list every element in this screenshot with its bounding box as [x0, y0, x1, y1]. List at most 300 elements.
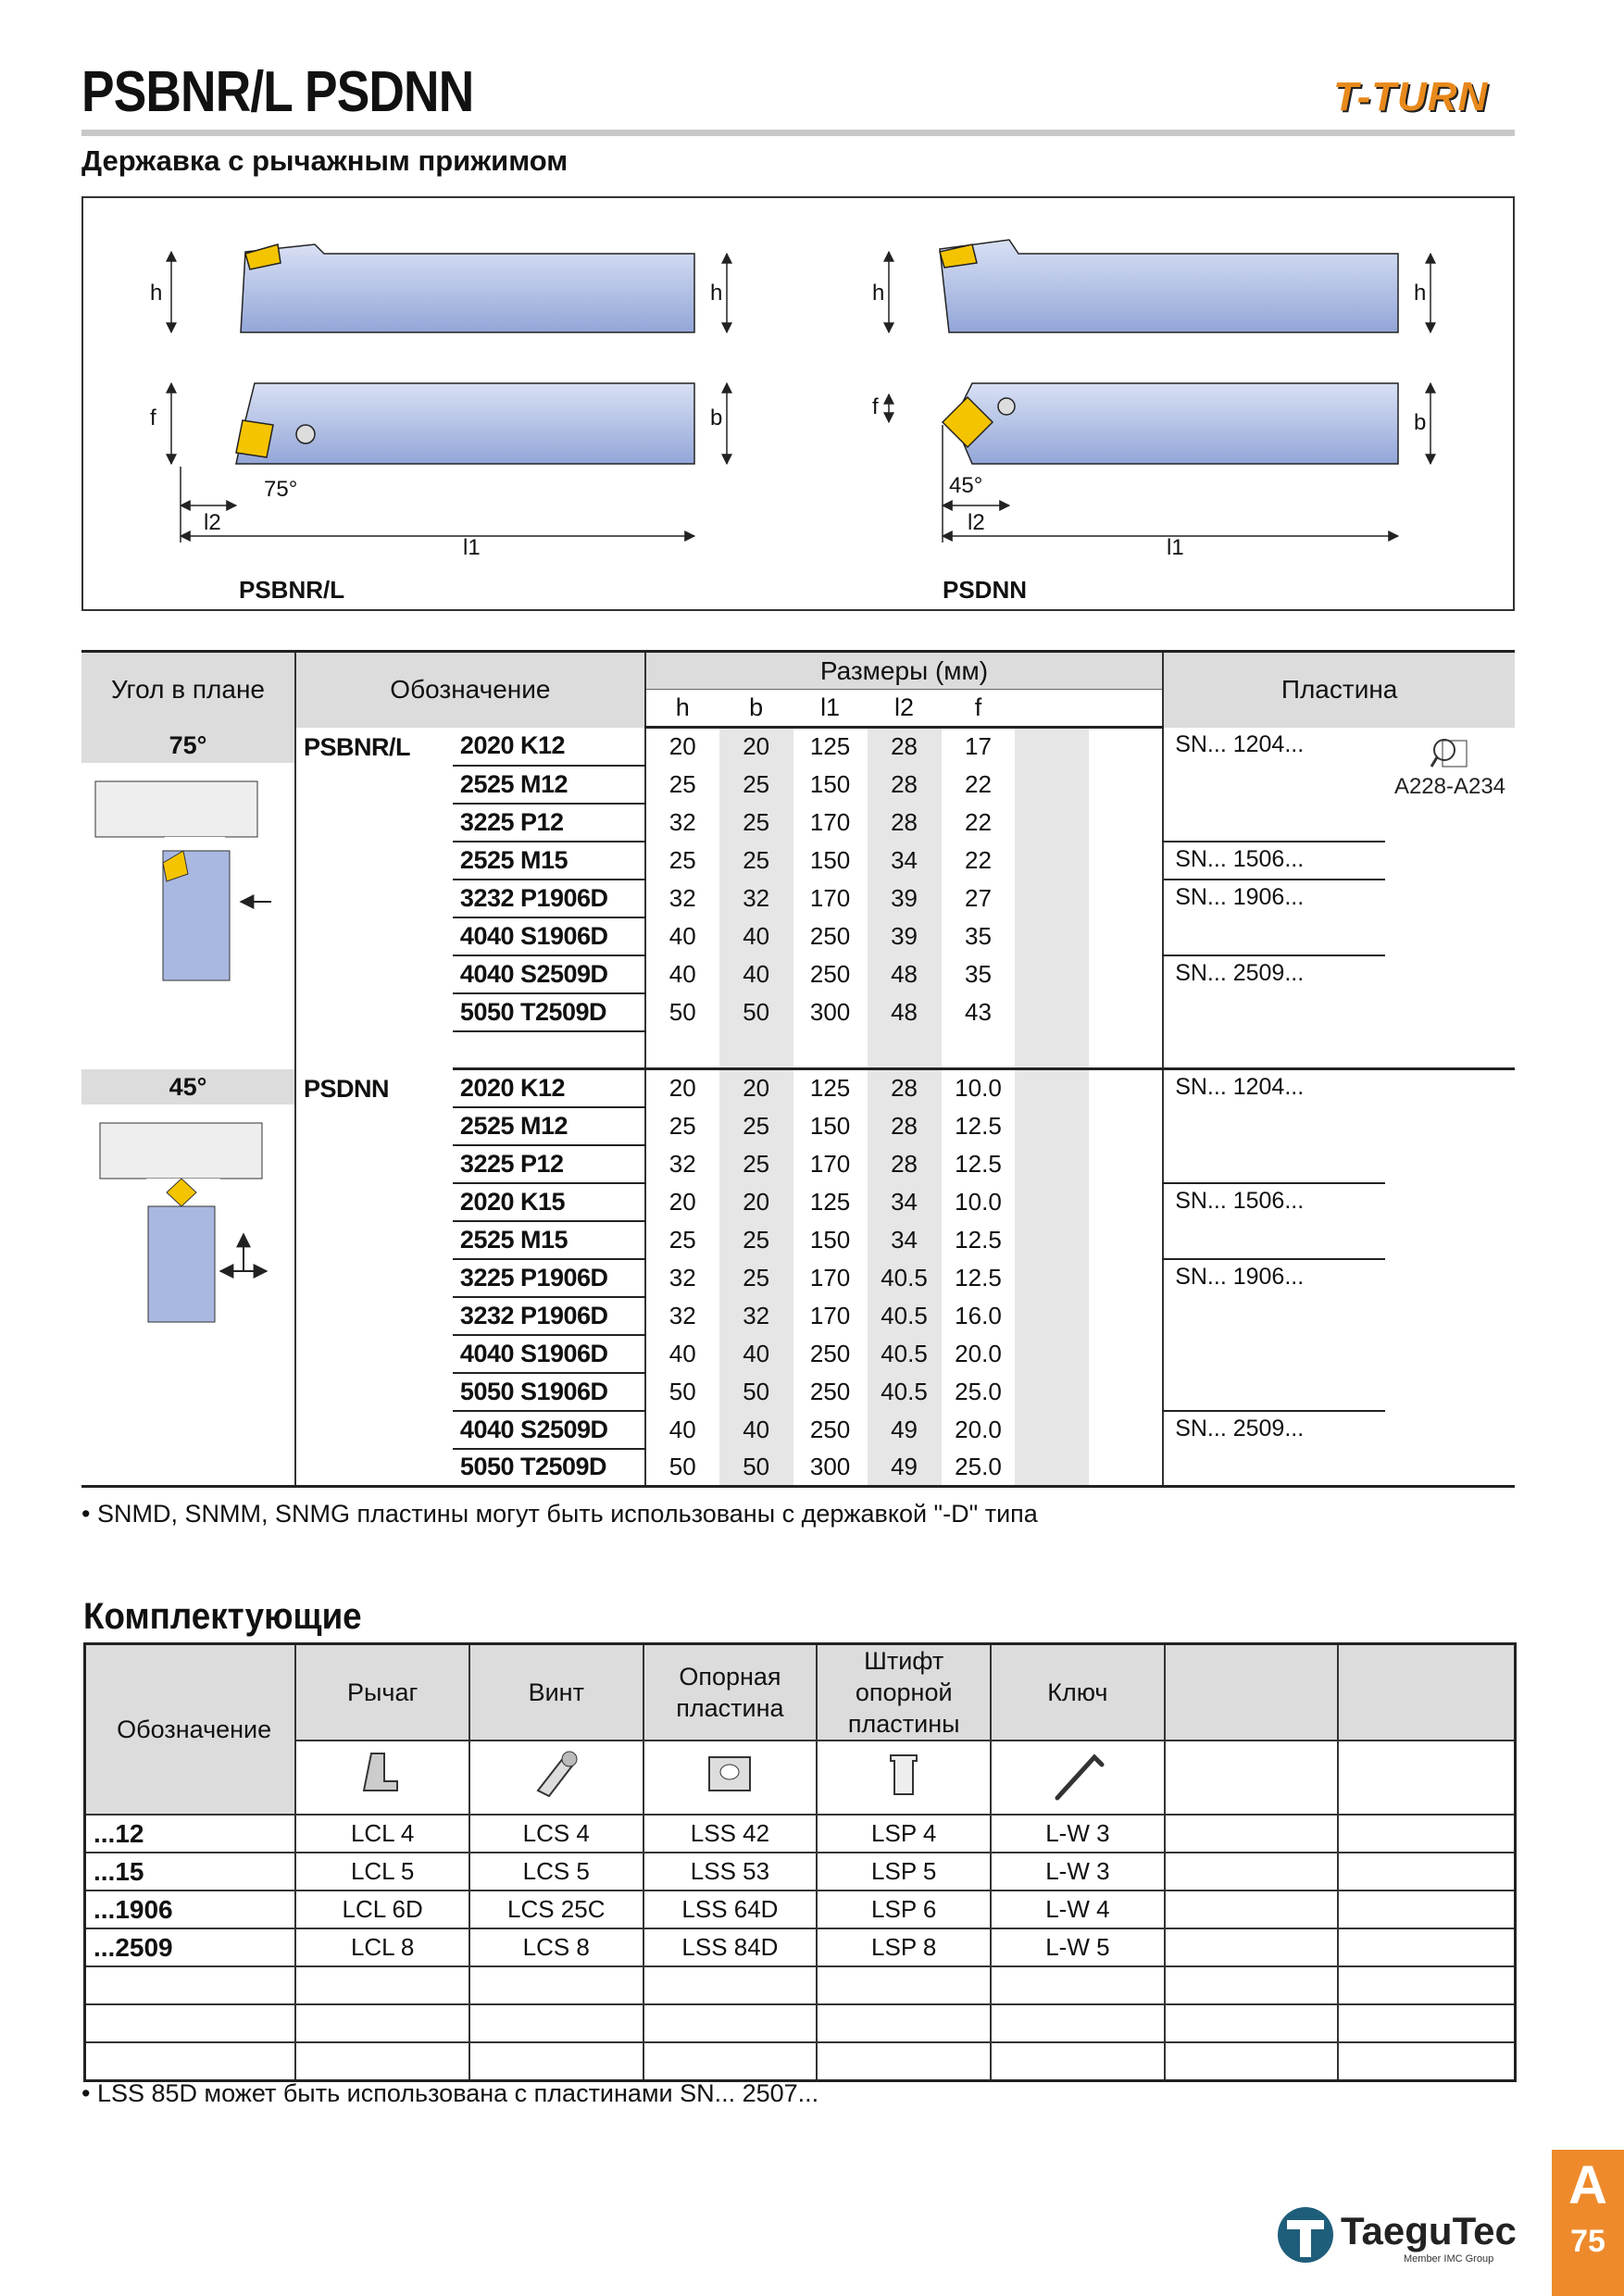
t-turn-logo: T-TURN: [1333, 74, 1489, 119]
dim-h-cell: 40: [668, 959, 696, 988]
acc-part-cell: LCL 5: [295, 1853, 469, 1890]
designation-cell: 4040 S1906D: [453, 1335, 645, 1373]
dim-l1-cell: 170: [809, 1149, 851, 1178]
acc-header-2: Винт: [469, 1644, 643, 1741]
blank-cell: [1089, 1259, 1163, 1297]
brand-sub: Member IMC Group: [1404, 2253, 1494, 2265]
dim-l2-cell: 34: [868, 1221, 942, 1259]
dim-l1-cell: 150: [809, 1111, 851, 1140]
acc-row: [85, 1815, 1516, 1853]
designation-cell: 5050 T2509D: [453, 993, 645, 1031]
dim-l1-cell: 150: [809, 769, 851, 798]
acc-icon-cell: [295, 1741, 469, 1815]
dim-f-right: f: [872, 394, 879, 419]
dim-l2-cell: 28: [868, 1107, 942, 1145]
acc-part-cell: LCL 6D: [295, 1890, 469, 1928]
acc-header-designation: Обозначение: [85, 1644, 296, 1816]
designation-cell: 4040 S1906D: [453, 917, 645, 955]
dim-b-cell: 25: [719, 1145, 793, 1183]
dim-l2-cell: 28: [868, 766, 942, 804]
dim-h-cell: 25: [668, 845, 696, 874]
acc-empty-cell: [1338, 2042, 1515, 2080]
insert-cell: SN... 1906...: [1163, 1259, 1385, 1411]
dim-f-cell: 10.0: [955, 1074, 1002, 1103]
dim-l2-cell: 40.5: [868, 1373, 942, 1411]
designation-cell: 3232 P1906D: [453, 1297, 645, 1335]
dim-l2-cell: 28: [868, 1069, 942, 1107]
holder-side-view-right: [940, 240, 1398, 332]
dim-l2-cell: 48: [868, 955, 942, 993]
dim-h-cell: 32: [668, 1301, 696, 1329]
dim-b-cell: 40: [719, 917, 793, 955]
acc-row: [85, 1928, 1516, 1966]
dim-h-cell: 25: [668, 1111, 696, 1140]
dim-f-cell: 10.0: [955, 1187, 1002, 1216]
acc-empty-cell: [1338, 1853, 1515, 1890]
acc-icon-cell: [469, 1741, 643, 1815]
dim-b-cell: 25: [719, 766, 793, 804]
acc-empty-cell: [295, 1966, 469, 2004]
acc-empty-cell: [991, 2004, 1165, 2042]
blank-cell: [1015, 766, 1089, 804]
blank-cell: [1015, 1335, 1089, 1373]
angle-left: 75°: [264, 477, 298, 502]
holder-table-wrap: [81, 650, 1515, 1488]
blank-cell: [1015, 1183, 1089, 1221]
dim-h-cell: 40: [668, 1415, 696, 1443]
insert-cell: SN... 1204...: [1163, 1069, 1385, 1183]
dim-b-cell: [719, 1031, 793, 1069]
dim-h-cell: 20: [668, 732, 696, 761]
dim-h-cell: 32: [668, 807, 696, 836]
acc-part-cell: LCS 25C: [469, 1890, 643, 1928]
dim-f-cell: 17: [965, 732, 992, 761]
dim-h-cell: 20: [668, 1074, 696, 1103]
blank-cell: [1015, 1411, 1089, 1449]
dim-b-right: b: [1414, 410, 1427, 435]
blank-cell: [1089, 728, 1163, 766]
table-row: [81, 728, 1515, 766]
dim-f-cell: 22: [965, 769, 992, 798]
acc-empty-cell: [85, 2004, 296, 2042]
dim-l1-cell: 250: [809, 959, 851, 988]
acc-part-cell: LCL 8: [295, 1928, 469, 1966]
dim-l1-cell: 250: [809, 1377, 851, 1405]
dim-f-cell: 12.5: [955, 1149, 1002, 1178]
blank-cell: [1015, 1297, 1089, 1335]
acc-header-1: Рычаг: [295, 1644, 469, 1741]
designation-cell: 4040 S2509D: [453, 1411, 645, 1449]
acc-empty-cell: [1338, 1741, 1515, 1815]
accessories-table: [83, 1642, 1517, 2082]
acc-designation-cell: ...2509: [85, 1928, 296, 1966]
dim-h-cell: 20: [668, 1187, 696, 1216]
dim-l2-cell: 40.5: [868, 1259, 942, 1297]
note-insert-compat: • SNMD, SNMM, SNMG пластины могут быть использованы с державкой "-D" типа: [81, 1500, 1038, 1528]
dim-h-left-b: h: [710, 281, 723, 306]
blank-cell: [1015, 1107, 1089, 1145]
dim-b-cell: 50: [719, 993, 793, 1031]
blank-cell: [1015, 1221, 1089, 1259]
taegutec-emblem-icon: [1274, 2202, 1339, 2266]
dim-l2-cell: 34: [868, 842, 942, 880]
dim-b-cell: 20: [719, 1183, 793, 1221]
acc-header-empty: [1165, 1644, 1338, 1741]
dim-f-cell: 27: [965, 883, 992, 912]
holder-top-view-right: [954, 383, 1398, 464]
acc-empty-cell: [1165, 2042, 1338, 2080]
designation-cell: 5050 T2509D: [453, 1449, 645, 1487]
dim-h-cell: 32: [668, 883, 696, 912]
section-tab: [1552, 2150, 1624, 2296]
table-header-row: [81, 652, 1515, 690]
acc-part-cell: L-W 3: [991, 1815, 1165, 1853]
dim-f-cell: [942, 1031, 1016, 1069]
dim-l2-cell: 28: [868, 728, 942, 766]
acc-designation-cell: ...1906: [85, 1890, 296, 1928]
acc-empty-cell: [295, 2042, 469, 2080]
acc-row: [85, 1853, 1516, 1890]
approach-sketch-icon: [81, 1104, 294, 1336]
dim-l1-cell: [793, 1031, 868, 1069]
dim-l1-left: l1: [463, 535, 481, 560]
acc-part-cell: LSP 8: [817, 1928, 991, 1966]
blank-cell: [1015, 1145, 1089, 1183]
magnifier-icon[interactable]: [1430, 735, 1470, 772]
ref-cell: [1385, 728, 1515, 1069]
header-angle: Угол в плане: [81, 652, 295, 728]
acc-empty-cell: [85, 1966, 296, 2004]
holder-top-view-left: [236, 383, 694, 464]
blank-cell: [1089, 1335, 1163, 1373]
acc-empty-cell: [469, 2004, 643, 2042]
acc-header-5: Ключ: [991, 1644, 1165, 1741]
acc-part-cell: L-W 3: [991, 1853, 1165, 1890]
screw-icon: [529, 1744, 584, 1805]
blank-cell: [1089, 880, 1163, 917]
blank-cell: [1015, 993, 1089, 1031]
dim-f-cell: 25.0: [955, 1377, 1002, 1405]
page-title: PSBNR/L PSDNN: [81, 60, 474, 124]
ref-cell: [1385, 1069, 1515, 1487]
table-row: [81, 1069, 1515, 1107]
header-dim-b: b: [719, 690, 793, 728]
dim-b-cell: 25: [719, 1221, 793, 1259]
dim-b-cell: 20: [719, 1069, 793, 1107]
angle-cell: [81, 1069, 295, 1487]
designation-cell: 2525 M15: [453, 842, 645, 880]
dim-l2-left: l2: [204, 510, 221, 535]
header-insert: Пластина: [1163, 652, 1515, 728]
insert-cell: SN... 1506...: [1163, 842, 1385, 880]
blank-cell: [1015, 842, 1089, 880]
dim-b-cell: 40: [719, 955, 793, 993]
acc-header-row: [85, 1644, 1516, 1741]
dim-b-cell: 25: [719, 842, 793, 880]
designation-cell: [453, 1031, 645, 1069]
dim-h-cell: 40: [668, 1339, 696, 1367]
acc-empty-cell: [1165, 1853, 1338, 1890]
insert-cell: SN... 1506...: [1163, 1183, 1385, 1259]
approach-sketch-icon: [81, 763, 294, 994]
acc-icon-row: [85, 1741, 1516, 1815]
section-title-accessories: Комплектующие: [83, 1596, 362, 1637]
designation-cell: 2020 K12: [453, 728, 645, 766]
designation-cell: 3232 P1906D: [453, 880, 645, 917]
insert-cell: SN... 1204...: [1163, 728, 1385, 842]
dim-l1-cell: 250: [809, 1339, 851, 1367]
acc-empty-cell: [643, 2004, 818, 2042]
dim-l1-cell: 250: [809, 1415, 851, 1443]
acc-part-cell: LCL 4: [295, 1815, 469, 1853]
acc-part-cell: LSS 53: [643, 1853, 818, 1890]
acc-empty-row: [85, 2004, 1516, 2042]
blank-cell: [1089, 1449, 1163, 1487]
designation-cell: 2525 M12: [453, 1107, 645, 1145]
dim-b-cell: 25: [719, 804, 793, 842]
dim-l1-cell: 170: [809, 1263, 851, 1292]
family-cell: PSBNR/L: [304, 732, 411, 761]
blank-cell: [1089, 955, 1163, 993]
blank-cell: [1089, 1107, 1163, 1145]
dim-b-left: b: [710, 406, 723, 430]
dim-l1-cell: 250: [809, 921, 851, 950]
insert-cell: SN... 2509...: [1163, 955, 1385, 1069]
acc-empty-cell: [1165, 1741, 1338, 1815]
acc-row: [85, 1890, 1516, 1928]
dim-h-left-a: h: [150, 281, 163, 306]
blank-cell: [1089, 917, 1163, 955]
acc-empty-cell: [817, 2004, 991, 2042]
dim-l1-cell: 170: [809, 1301, 851, 1329]
dim-l1-cell: 125: [809, 732, 851, 761]
acc-part-cell: LSP 4: [817, 1815, 991, 1853]
dim-b-cell: 50: [719, 1373, 793, 1411]
dim-f-cell: 16.0: [955, 1301, 1002, 1329]
acc-empty-cell: [1338, 1928, 1515, 1966]
acc-part-cell: LCS 5: [469, 1853, 643, 1890]
acc-empty-cell: [991, 2042, 1165, 2080]
acc-empty-cell: [817, 1966, 991, 2004]
caption-right: PSDNN: [943, 576, 1028, 604]
insert-cell: SN... 1906...: [1163, 880, 1385, 955]
acc-empty-cell: [643, 2042, 818, 2080]
dim-b-cell: 32: [719, 880, 793, 917]
designation-cell: 3225 P12: [453, 804, 645, 842]
page-subtitle: Державка с рычажным прижимом: [81, 144, 568, 177]
holder-table: [81, 650, 1515, 1488]
acc-empty-row: [85, 1966, 1516, 2004]
dim-f-cell: 35: [965, 921, 992, 950]
dim-h-cell: 40: [668, 921, 696, 950]
taegutec-logo: [1274, 2202, 1543, 2266]
blank-cell: [1015, 917, 1089, 955]
dim-f-cell: 12.5: [955, 1111, 1002, 1140]
blank-cell: [1089, 1069, 1163, 1107]
blank-cell: [1089, 842, 1163, 880]
insert-left: [236, 420, 273, 457]
dim-l2-cell: 49: [868, 1411, 942, 1449]
angle-cell: [81, 728, 295, 1069]
header-dim-l2: l2: [868, 690, 942, 728]
dim-l2-cell: 28: [868, 1145, 942, 1183]
acc-icon-cell: [643, 1741, 818, 1815]
angle-right: 45°: [949, 473, 983, 498]
dim-b-cell: 50: [719, 1449, 793, 1487]
designation-cell: 2020 K15: [453, 1183, 645, 1221]
catalog-ref-link[interactable]: A228-A234: [1393, 773, 1506, 799]
hex-key-icon: [1050, 1744, 1106, 1805]
dim-f-cell: 12.5: [955, 1225, 1002, 1254]
dim-l2-cell: 39: [868, 917, 942, 955]
dim-l1-right: l1: [1167, 535, 1184, 560]
insert-cell: SN... 2509...: [1163, 1411, 1385, 1487]
dim-b-cell: 25: [719, 1259, 793, 1297]
designation-cell: 2020 K12: [453, 1069, 645, 1107]
acc-icon-cell: [991, 1741, 1165, 1815]
acc-part-cell: LSS 42: [643, 1815, 818, 1853]
dim-l1-cell: 125: [809, 1187, 851, 1216]
dim-l1-cell: 125: [809, 1074, 851, 1103]
caption-left: PSBNR/L: [239, 576, 345, 604]
blank-cell: [1015, 804, 1089, 842]
designation-cell: 5050 S1906D: [453, 1373, 645, 1411]
blank-cell: [1015, 955, 1089, 993]
section-letter: A: [1568, 2155, 1607, 2215]
dim-l2-cell: 34: [868, 1183, 942, 1221]
dim-l2-right: l2: [968, 510, 985, 535]
accessories-table-wrap: [83, 1642, 1517, 2082]
blank-cell: [1015, 880, 1089, 917]
pin-icon: [876, 1744, 931, 1805]
acc-part-cell: LCS 8: [469, 1928, 643, 1966]
dim-l2-cell: 49: [868, 1449, 942, 1487]
dim-h-cell: [645, 1031, 719, 1069]
blank-cell: [1015, 1259, 1089, 1297]
dim-h-cell: 32: [668, 1149, 696, 1178]
dim-h-cell: 25: [668, 1225, 696, 1254]
blank-cell: [1089, 1031, 1163, 1069]
acc-empty-cell: [643, 1966, 818, 2004]
dim-b-cell: 25: [719, 1107, 793, 1145]
designation-cell: 2525 M15: [453, 1221, 645, 1259]
dim-f-left: f: [150, 406, 156, 430]
dim-f-cell: 25.0: [942, 1449, 1016, 1487]
title-underline: [81, 130, 1515, 136]
dim-l2-cell: 39: [868, 880, 942, 917]
dim-b-cell: 32: [719, 1297, 793, 1335]
dim-f-cell: 20.0: [955, 1339, 1002, 1367]
acc-part-cell: L-W 5: [991, 1928, 1165, 1966]
dim-b-cell: 40: [719, 1411, 793, 1449]
designation-cell: 4040 S2509D: [453, 955, 645, 993]
header-dim-h: h: [645, 690, 719, 728]
header-dimensions: Размеры (мм): [645, 652, 1163, 690]
acc-empty-cell: [295, 2004, 469, 2042]
dim-l2-cell: 28: [868, 804, 942, 842]
acc-header-4: Штифт опорной пластины: [817, 1644, 991, 1741]
dim-l2-cell: [868, 1031, 942, 1069]
blank-cell: [1089, 1373, 1163, 1411]
dim-f-cell: 35: [965, 959, 992, 988]
acc-empty-cell: [1165, 1815, 1338, 1853]
holder-side-view-left: [241, 244, 694, 332]
angle-label: 45°: [81, 1069, 294, 1104]
blank-cell: [1089, 993, 1163, 1031]
tool-diagram: [83, 198, 1513, 609]
dim-l1-cell: 300: [793, 1449, 868, 1487]
acc-empty-cell: [1165, 1966, 1338, 2004]
acc-empty-cell: [469, 1966, 643, 2004]
dim-f-cell: 43: [965, 997, 992, 1026]
lever-icon: [355, 1744, 410, 1805]
dim-b-cell: 40: [719, 1335, 793, 1373]
acc-empty-cell: [469, 2042, 643, 2080]
blank-cell: [1089, 804, 1163, 842]
header-designation: Обозначение: [295, 652, 645, 728]
family-cell: PSDNN: [304, 1074, 390, 1103]
acc-header-3: Опорная пластина: [643, 1644, 818, 1741]
blank-cell: [1089, 1221, 1163, 1259]
dim-l1-cell: 300: [809, 997, 851, 1026]
dim-h-cell: 25: [668, 769, 696, 798]
acc-header-empty: [1338, 1644, 1515, 1741]
acc-part-cell: LSS 84D: [643, 1928, 818, 1966]
dim-h-right-a: h: [872, 281, 885, 306]
dim-h-cell: 50: [645, 1449, 719, 1487]
brand-name: TaeguTec: [1341, 2209, 1517, 2252]
dim-l1-cell: 170: [809, 883, 851, 912]
dim-f-cell: 12.5: [955, 1263, 1002, 1292]
dim-l2-cell: 40.5: [868, 1335, 942, 1373]
acc-empty-cell: [1338, 1815, 1515, 1853]
blank-cell: [1089, 766, 1163, 804]
acc-empty-cell: [1338, 1966, 1515, 2004]
acc-empty-cell: [991, 1966, 1165, 2004]
dim-b-cell: 20: [719, 728, 793, 766]
acc-empty-cell: [1338, 2004, 1515, 2042]
blank-cell: [1015, 1373, 1089, 1411]
blank-cell: [1015, 1031, 1089, 1069]
dim-l2-cell: 48: [868, 993, 942, 1031]
shim-icon: [702, 1744, 757, 1805]
acc-designation-cell: ...15: [85, 1853, 296, 1890]
header-dim-f: f: [942, 690, 1016, 728]
acc-part-cell: LSP 6: [817, 1890, 991, 1928]
dim-f-cell: 22: [965, 807, 992, 836]
blank-cell: [1089, 1297, 1163, 1335]
dim-h-cell: 32: [668, 1263, 696, 1292]
dim-h-cell: 50: [668, 997, 696, 1026]
acc-designation-cell: ...12: [85, 1815, 296, 1853]
dim-h-cell: 50: [668, 1377, 696, 1405]
acc-part-cell: LSP 5: [817, 1853, 991, 1890]
header-dim-l1: l1: [793, 690, 868, 728]
acc-empty-row: [85, 2042, 1516, 2080]
acc-empty-cell: [85, 2042, 296, 2080]
dim-l2-cell: 40.5: [868, 1297, 942, 1335]
dim-f-cell: 20.0: [955, 1415, 1002, 1443]
dim-l1-cell: 150: [809, 1225, 851, 1254]
designation-cell: 3225 P1906D: [453, 1259, 645, 1297]
blank-cell: [1089, 1411, 1163, 1449]
acc-empty-cell: [1165, 2004, 1338, 2042]
blank-cell: [1015, 728, 1089, 766]
blank-cell: [1089, 1183, 1163, 1221]
acc-empty-cell: [817, 2042, 991, 2080]
angle-label: 75°: [81, 728, 294, 763]
acc-empty-cell: [1165, 1928, 1338, 1966]
